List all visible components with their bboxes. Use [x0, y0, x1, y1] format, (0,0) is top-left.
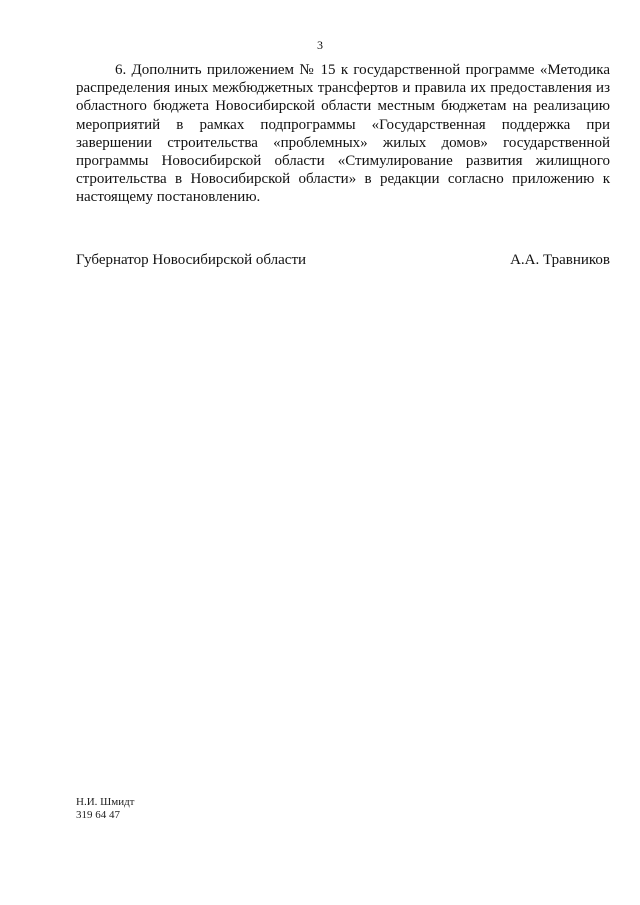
- signatory-name: А.А. Травников: [510, 252, 610, 268]
- executor-note: [76, 796, 135, 822]
- executor-phone: 319 64 47: [76, 809, 120, 821]
- executor-name: Н.И. Шмидт: [76, 796, 135, 808]
- signatory-position: Губернатор Новосибирской области: [76, 252, 307, 268]
- signature-block: [76, 251, 610, 269]
- main-paragraph: 6. Дополнить приложением № 15 к государственной программе «Методика распределения иных межбюджетных трансфертов и правила их предоставления из областного бюджета Новосибирской области местным бюджетам на реализацию мероприятий в рамках подпрограммы «Государственная поддержка при завершении строительства «проблемных» жилых домов» государственной программы Новосибирской области «Стимулирование развития жилищного строительства в Новосибирской области» в редакции согласно приложению к настоящему постановлению.: [76, 62, 610, 206]
- page-number: 3: [317, 38, 323, 52]
